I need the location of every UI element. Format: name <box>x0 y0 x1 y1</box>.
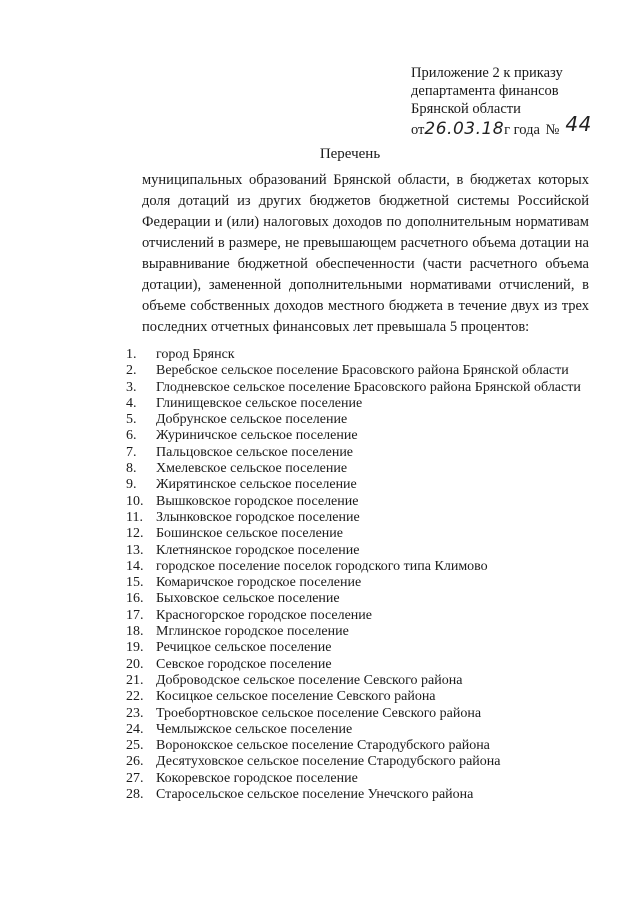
list-item-name: Доброводское сельское поселение Севского района <box>156 672 463 688</box>
list-item-name: Красногорское городское поселение <box>156 607 372 623</box>
list-item-name: Бошинское сельское поселение <box>156 526 343 542</box>
from-label: от <box>411 122 425 138</box>
list-item-number: 1. <box>126 347 137 362</box>
list-item-number: 24. <box>126 721 144 737</box>
list-item <box>126 543 606 559</box>
list-item <box>126 624 606 640</box>
list-item-number: 4. <box>126 395 137 411</box>
list-item-name: Кокоревское городское поселение <box>156 770 358 786</box>
annex-header <box>411 64 592 139</box>
list-item-number: 13. <box>126 542 144 558</box>
list-item-number: 15. <box>126 575 144 591</box>
list-item-number: 26. <box>126 754 144 770</box>
year-suffix: г года <box>504 122 540 138</box>
list-item <box>126 412 606 428</box>
list-item <box>126 657 606 673</box>
list-item-number: 9. <box>126 477 137 493</box>
list-item <box>126 722 606 738</box>
list-item-name: Глинищевское сельское поселение <box>156 395 363 411</box>
list-item <box>126 673 606 689</box>
list-item-name: Мглинское городское поселение <box>156 624 349 640</box>
list-item <box>126 445 606 461</box>
list-item-number: 25. <box>126 738 144 754</box>
list-item-number: 21. <box>126 672 144 688</box>
list-item-name: Старосельское сельское поселение Унечского района <box>156 787 474 803</box>
list-item <box>126 526 606 542</box>
list-item-name: Веребское сельское поселение Брасовского района Брянской области <box>156 363 569 379</box>
list-item-number: 20. <box>126 656 144 672</box>
list-item-number: 19. <box>126 640 144 656</box>
list-item-name: Троебортновское сельское поселение Севского района <box>156 705 482 721</box>
annex-date-line <box>411 112 592 139</box>
list-item-number: 6. <box>126 428 137 444</box>
list-item-name: Глодневское сельское поселение Брасовского района Брянской области <box>156 379 581 395</box>
list-item <box>126 396 606 412</box>
list-item-name: Клетнянское городское поселение <box>156 542 360 558</box>
list-item <box>126 428 606 444</box>
list-item-name: Добрунское сельское поселение <box>156 412 348 428</box>
list-item-name: Косицкое сельское поселение Севского района <box>156 689 436 705</box>
municipality-list <box>126 347 606 803</box>
annex-line-2: департамента финансов <box>411 83 559 99</box>
list-item <box>126 689 606 705</box>
list-item <box>126 494 606 510</box>
list-item-name: городское поселение поселок городского типа Климово <box>156 558 488 574</box>
list-item <box>126 738 606 754</box>
list-item-number: 10. <box>126 493 144 509</box>
list-item-number: 27. <box>126 770 144 786</box>
list-item-name: Чемлыжское сельское поселение <box>156 721 353 737</box>
annex-line-3: Брянской области <box>411 101 521 117</box>
list-item-name: Жирятинское сельское поселение <box>156 477 357 493</box>
list-item-name: город Брянск <box>156 347 235 362</box>
list-item-number: 18. <box>126 624 144 640</box>
intro-paragraph <box>142 170 589 338</box>
list-item <box>126 347 606 363</box>
list-item-name: Речицкое сельское поселение <box>156 640 332 656</box>
list-item-name: Журиничское сельское поселение <box>156 428 358 444</box>
annex-line-1: Приложение 2 к приказу <box>411 65 563 81</box>
list-item-number: 17. <box>126 607 144 623</box>
list-item-name: Злынковское городское поселение <box>156 509 360 525</box>
list-item-name: Вышковское городское поселение <box>156 493 359 509</box>
list-item-number: 14. <box>126 558 144 574</box>
handwritten-order-number: 44 <box>565 112 592 136</box>
list-item-name: Пальцовское сельское поселение <box>156 444 354 460</box>
list-item <box>126 608 606 624</box>
list-item-number: 2. <box>126 363 137 379</box>
list-item-number: 23. <box>126 705 144 721</box>
list-item-number: 3. <box>126 379 137 395</box>
list-item-number: 8. <box>126 461 137 477</box>
list-item-number: 5. <box>126 412 137 428</box>
list-item <box>126 706 606 722</box>
list-item <box>126 461 606 477</box>
list-item-number: 11. <box>126 509 143 525</box>
list-item-name: Комаричское городское поселение <box>156 575 362 591</box>
list-item-number: 12. <box>126 526 144 542</box>
list-item <box>126 477 606 493</box>
intro-text: муниципальных образований Брянской области, в бюджетах которых доля дотаций из других бюджетов бюджетной системы Российской Федерации и (или) налоговых доходов по дополнительным нормативам отчислений в размере, не превышающем расчетного объема дотации на выравнивание бюджетной обеспеченности (части расчетного объема дотации), замененной дополнительными нормативами отчислений, в объеме собственных доходов местного бюджета в течение двух из трех последних отчетных финансовых лет превышала 5 процентов: <box>142 172 589 335</box>
list-item <box>126 510 606 526</box>
list-item <box>126 575 606 591</box>
list-item-name: Воронокское сельское поселение Стародубского района <box>156 738 490 754</box>
list-item-name: Десятуховское сельское поселение Стародубского района <box>156 754 501 770</box>
list-item-name: Быховское сельское поселение <box>156 591 340 607</box>
number-sign: № <box>545 122 560 138</box>
list-item <box>126 363 606 379</box>
list-item <box>126 640 606 656</box>
list-item <box>126 380 606 396</box>
list-item <box>126 771 606 787</box>
list-item-number: 16. <box>126 591 144 607</box>
list-item-number: 7. <box>126 444 137 460</box>
list-item-name: Севское городское поселение <box>156 656 332 672</box>
list-item-number: 22. <box>126 689 144 705</box>
list-item <box>126 559 606 575</box>
list-item <box>126 591 606 607</box>
list-item <box>126 754 606 770</box>
handwritten-date: 26.03.18 <box>424 119 505 139</box>
list-item-name: Хмелевское сельское поселение <box>156 461 348 477</box>
list-item-number: 28. <box>126 787 144 803</box>
list-item <box>126 787 606 803</box>
document-title: Перечень <box>319 146 381 162</box>
